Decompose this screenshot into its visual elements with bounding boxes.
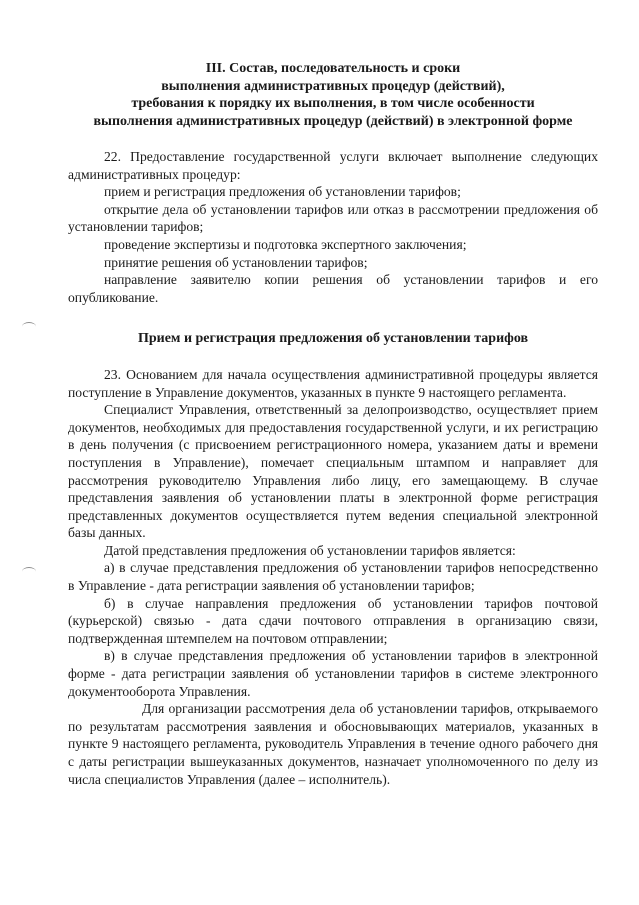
paragraph: Специалист Управления, ответственный за делопроизводство, осуществляет прием документов, необходимых для предоставления государственной услуги, и их регистрацию в день получения (с присвоением регистрационного номера, указанием даты и времени поступления в Управление), помечает специальным штампом и направляет для рассмотрения руководителю Управления либо лицу, его замещающему. В случае представления заявления об установлении платы в электронной форме регистрация представленных документов осуществляется путем ведения специальной электронной базы данных. — [68, 402, 598, 541]
paragraph: направление заявителю копии решения об установлении тарифов и его опубликование. — [68, 272, 598, 305]
section-heading-line: выполнения административных процедур (действий) в электронной форме — [93, 113, 573, 129]
section-heading — [68, 60, 598, 130]
paragraph: проведение экспертизы и подготовка экспертного заключения; — [104, 236, 467, 252]
paragraph: б) в случае направления предложения об установлении тарифов почтовой (курьерской) связью - дата сдачи почтового отправления в организацию связи, подтвержденная штемпелем на почтовом отправлении; — [68, 595, 598, 646]
paragraph: Датой представления предложения об установлении тарифов является: — [104, 542, 516, 558]
paragraph: принятие решения об установлении тарифов; — [104, 254, 368, 270]
paragraph: прием и регистрация предложения об установлении тарифов; — [104, 184, 461, 200]
paragraph: 22. Предоставление государственной услуги включает выполнение следующих административных процедур: — [68, 149, 598, 182]
paragraph: а) в случае представления предложения об установлении тарифов непосредственно в Управление - дата регистрации заявления об установлении тарифов; — [68, 560, 598, 594]
paragraph: Для организации рассмотрения дела об установлении тарифов, открываемого по результатам рассмотрения заявления и обосновывающих материалов, указанных в пункте 9 настоящего регламента, руководитель Управления в течение одного рабочего дня с даты регистрации вышеуказанных документов, назначает уполномоченного по делу из числа специалистов Управления (далее – исполнитель). — [68, 701, 598, 787]
paragraph: открытие дела об установлении тарифов или отказ в рассмотрении предложения об установлении тарифов; — [68, 201, 598, 235]
subsection-heading: Прием и регистрация предложения об установлении тарифов — [137, 331, 529, 347]
section-heading-line: III. Состав, последовательность и сроки — [205, 61, 461, 76]
punch-hole-mark-top — [22, 322, 36, 331]
paragraph: 23. Основанием для начала осуществления административной процедуры является поступление в Управление документов, указанных в пункте 9 настоящего регламента. — [68, 366, 598, 400]
section-heading-line: требования к порядку их выполнения, в том числе особенности — [131, 96, 535, 111]
section-heading-line: выполнения административных процедур (действий), — [161, 78, 505, 94]
document-page — [68, 60, 598, 788]
punch-hole-mark-bottom — [22, 567, 36, 576]
paragraph: в) в случае представления предложения об установлении тарифов в электронной форме - дата регистрации заявления об установлении тарифов в системе электронного документооборота Управления. — [68, 648, 598, 699]
